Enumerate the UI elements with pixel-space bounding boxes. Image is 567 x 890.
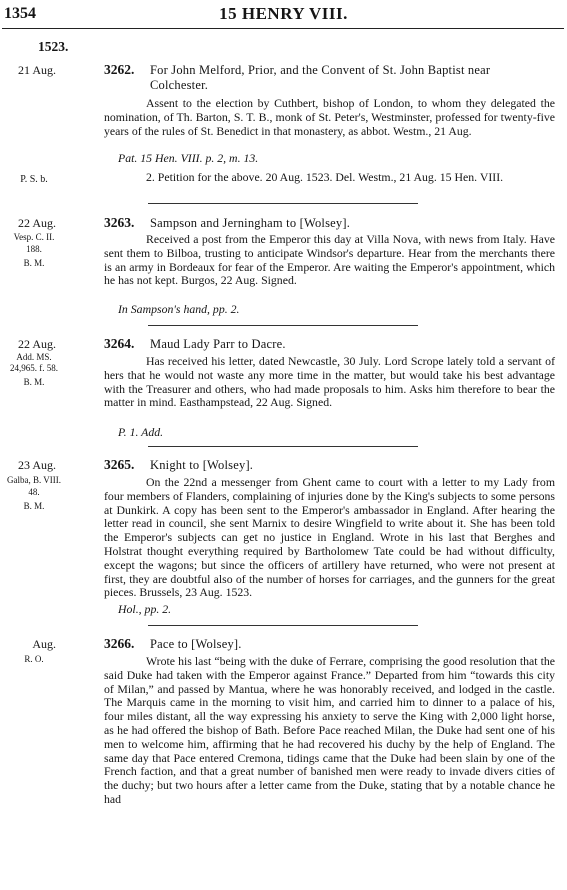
source-repository: R. O.	[24, 654, 44, 664]
header-rule	[2, 28, 564, 29]
entry-date: 22 Aug.	[17, 216, 56, 230]
entry-separator	[148, 203, 418, 204]
entry-number: 3263.	[104, 215, 135, 230]
entry-date: Aug.	[32, 637, 56, 651]
entry-body: Wrote his last “being with the duke of Ferrare, comprising the good resolution that the said Duke had taken with the Emperor against France.” Departed from him “towards this city of Milan,” and passed by Mantua, where he was honorably received, and lodged in the castle. The Marquis came in the morning to visit him, and carried him to dinner to a palace of his, four miles distant, all the way expressing his anxiety to serve the King with 2,000 light horse, as he had offered the bishop of Bath. Before Pace reached Milan, the Duke had sent one of his men to welcome him, affirming that he had recovered his duchy by the help of England. The same day that Pace entered Cremona, tidings came that the Duke had been slain by one of the French faction, and that a great number of banished men were ready to invade divers cities of the duchy; but two hours after a letter came from the Duke, stating that by a notable chance he had	[104, 654, 555, 806]
source-folio: 24,965. f. 58.	[10, 363, 58, 373]
entry-title: Maud Lady Parr to Dacre.	[150, 337, 286, 351]
entry-title: Pace to [Wolsey].	[150, 637, 242, 651]
entry-body: Assent to the election by Cuthbert, bishop of London, to whom they delegated the nomination, of Th. Barton, S. T. B., monk of St. Peter's, Westminster, professed for twenty-five years of the rules of St. Benedict in that monastery, as abbot. Westm., 21 Aug.	[104, 96, 555, 138]
source-folio: 188.	[26, 244, 42, 254]
entry-reference: P. 1. Add.	[118, 425, 164, 439]
entry-title: Sampson and Jerningham to [Wolsey].	[150, 216, 351, 230]
page-number: 1354	[4, 5, 36, 22]
entry-separator	[148, 625, 418, 626]
entry-date: 23 Aug.	[17, 458, 56, 472]
source-ref: Galba, B. VIII.	[6, 475, 62, 485]
year-label: 1523.	[38, 39, 69, 54]
entry-title: Knight to [Wolsey].	[150, 458, 254, 472]
entry-body: Has received his letter, dated Newcastle, 30 July. Lord Scrope lately told a servant of hers that he would not waste any more time in the matter, but would take his best advantage with the Treasurer and others, who had made proposals to him. Asks him therefore to bear the matter in mind. Easthampstead, 22 Aug. Signed.	[104, 354, 555, 410]
entry-sub-source: P. S. b.	[20, 174, 48, 185]
entry-title: For John Melford, Prior, and the Convent of St. John Baptist near Colchester.	[150, 63, 491, 92]
source-repository: B. M.	[23, 258, 45, 268]
entry-reference: In Sampson's hand, pp. 2.	[118, 302, 240, 316]
entry-body: On the 22nd a messenger from Ghent came to court with a letter to my Lady from four members of Flanders, complaining of injuries done by the King's subjects to some persons at Dunkirk. A copy has been sent to the Emperor's ambassador in England. After hearing the letter read in council, she sent Marnix to desire Wingfield to write about it. She has been told the Emperor's subjects can get no justice in England. Wrote in his last that Berghes and Holstrat thought everything required by Bartholomew Tate could be had without difficulty, except the wagons; but since the officers of artillery have returned, who were not present at first, they are doubtful also of the number of horses for carriages, and the gunners for the great pieces. Brussels, 23 Aug. 1523.	[104, 475, 555, 600]
source-ref: Add. MS.	[16, 352, 52, 362]
entry-sub-body: 2. Petition for the above. 20 Aug. 1523. Del. Westm., 21 Aug. 15 Hen. VIII.	[146, 170, 504, 184]
entry-body: Received a post from the Emperor this day at Villa Nova, with news from Italy. Have sent them to Bilboa, trusting to anticipate Windsor's departure. Hear from the merchants there is an army in Bordeaux for fear of the Emperor. Are waiting the Emperor's appointment, which he has not kept. Burgos, 22 Aug. Signed.	[104, 232, 555, 288]
source-folio: 48.	[28, 487, 40, 497]
entry-number: 3262.	[104, 62, 135, 77]
entry-reference: Pat. 15 Hen. VIII. p. 2, m. 13.	[118, 151, 259, 165]
entry-date: 22 Aug.	[17, 337, 56, 351]
entry-number: 3264.	[104, 336, 135, 351]
source-ref: Vesp. C. II.	[13, 232, 55, 242]
running-head: 15 HENRY VIII.	[219, 4, 348, 23]
entry-number: 3265.	[104, 457, 135, 472]
entry-separator	[148, 325, 418, 326]
entry-number: 3266.	[104, 636, 135, 651]
entry-reference: Hol., pp. 2.	[118, 602, 172, 616]
source-repository: B. M.	[23, 377, 45, 387]
source-repository: B. M.	[23, 501, 45, 511]
entry-separator	[148, 446, 418, 447]
entry-date: 21 Aug.	[17, 63, 56, 77]
